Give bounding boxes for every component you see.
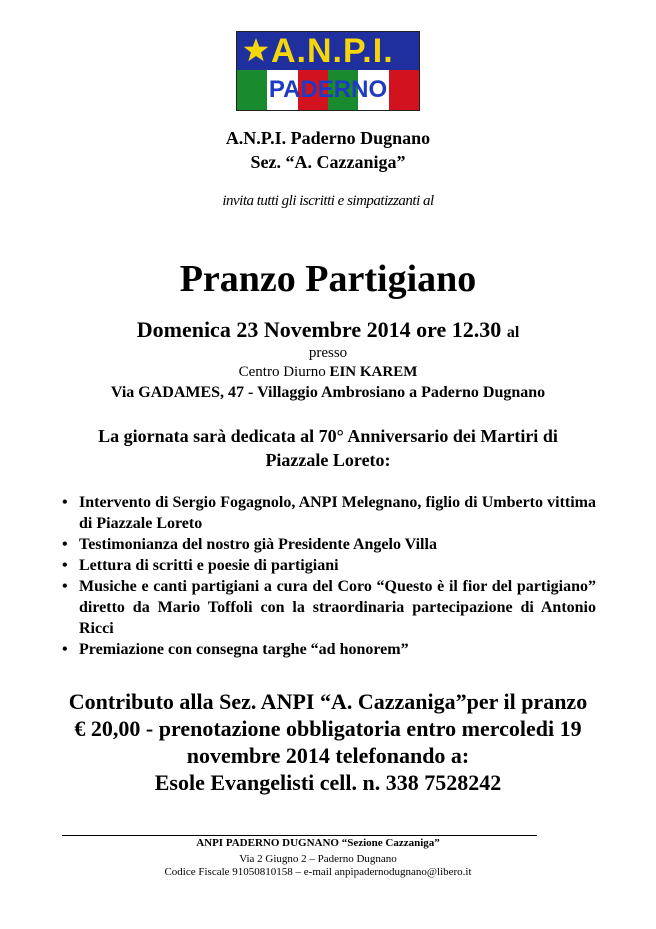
venue-address: Via GADAMES, 47 - Villaggio Ambrosiano a Paderno Dugnano <box>110 384 546 401</box>
org-name: A.N.P.I. Paderno Dugnano <box>225 128 431 148</box>
program-list <box>62 492 596 660</box>
event-date <box>0 317 656 343</box>
presso-text: presso <box>308 345 348 361</box>
contribution-line-3: novembre 2014 telefonando a: <box>186 743 470 768</box>
event-date-suffix: al <box>506 324 520 341</box>
list-item: • Lettura di scritti e poesie di partigiani <box>62 555 596 576</box>
venue-prefix: Centro Diurno <box>238 364 330 380</box>
footer-address: Via 2 Giugno 2 – Paderno Dugnano <box>239 853 397 865</box>
venue-name: EIN KAREM <box>329 364 418 380</box>
dedication-line-2: Piazzale Loreto: <box>265 450 391 470</box>
list-item: • Intervento di Sergio Fogagnolo, ANPI Melegnano, figlio di Umberto vittima di Piazzale Loreto <box>62 492 596 534</box>
contribution-line-2: € 20,00 - prenotazione obbligatoria entro mercoledi 19 <box>74 716 582 741</box>
contribution-line-4: Esole Evangelisti cell. n. 338 7528242 <box>154 770 502 795</box>
contribution-line-1: Contributo alla Sez. ANPI “A. Cazzaniga”per il pranzo <box>68 689 588 714</box>
footer-org: ANPI PADERNO DUGNANO “Sezione Cazzaniga” <box>196 837 440 849</box>
list-item: • Premiazione con consegna targhe “ad honorem” <box>62 639 596 660</box>
event-title: Pranzo Partigiano <box>179 258 477 300</box>
invite-text: invita tutti gli iscritti e simpatizzanti al <box>222 193 434 209</box>
logo-city: PADERNO <box>268 76 388 103</box>
anpi-logo <box>236 31 420 111</box>
dedication-line-1: La giornata sarà dedicata al 70° Anniversario dei Martiri di <box>98 426 558 446</box>
list-item: • Testimonianza del nostro già Presidente Angelo Villa <box>62 534 596 555</box>
event-date-text: Domenica 23 Novembre 2014 ore 12.30 <box>136 317 502 342</box>
star-icon <box>243 37 269 63</box>
section-name: Sez. “A. Cazzaniga” <box>250 152 406 172</box>
logo-acronym: A.N.P.I. <box>271 32 394 70</box>
footer-contact: Codice Fiscale 91050810158 – e-mail anpipadernodugnano@libero.it <box>164 866 472 878</box>
venue-line <box>0 364 656 381</box>
footer-divider <box>62 835 537 836</box>
list-item: • Musiche e canti partigiani a cura del Coro “Questo è il fior del partigiano” diretto da Mario Toffoli con la straordinaria partecipazione di Antonio Ricci <box>62 576 596 639</box>
